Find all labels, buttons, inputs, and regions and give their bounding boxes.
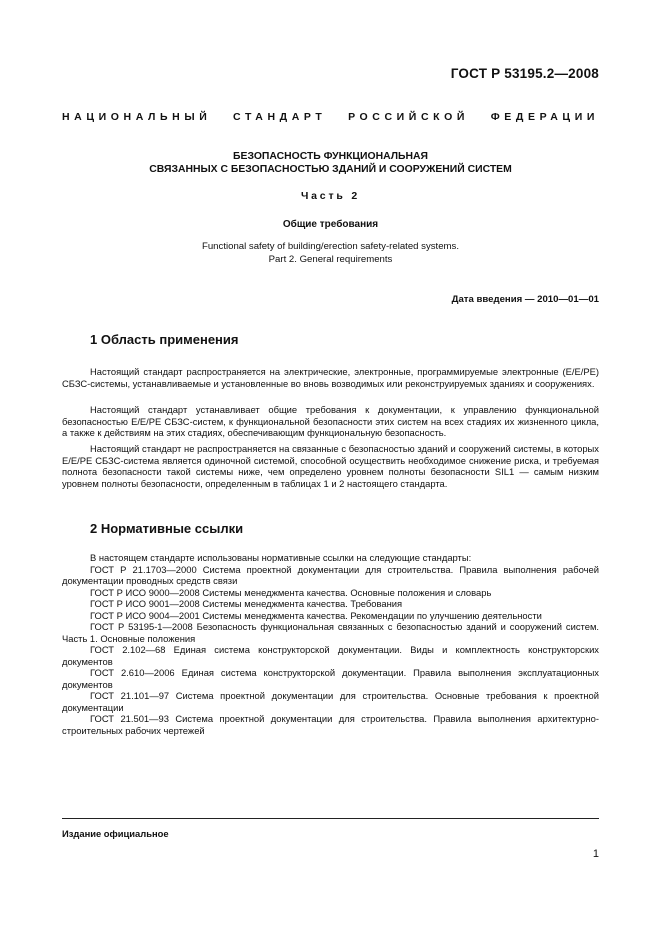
english-title-line-1: Functional safety of building/erection safety-related systems. xyxy=(201,241,460,252)
part-label: Часть 2 xyxy=(300,190,360,202)
section-1-paragraph: Настоящий стандарт устанавливает общие требования к документации, к управлению функциональной безопасностью Е/Е/РЕ СБЗС-систем, к функциональной безопасности этих систем на всех стадиях их жизненного цикла, а также к действиям на этих стадиях, обеспечивающим функциональную безопасность. xyxy=(62,404,599,439)
references-list xyxy=(62,552,599,736)
reference-item: ГОСТ Р 53195-1—2008 Безопасность функциональная связанных с безопасностью зданий и сооружений систем. Часть 1. Основные положения xyxy=(62,621,599,644)
page-number: 1 xyxy=(592,848,599,860)
edition-note: Издание официальное xyxy=(62,828,169,839)
reference-item: ГОСТ Р ИСО 9001—2008 Системы менеджмента качества. Требования xyxy=(90,598,403,609)
introduction-date: Дата введения — 2010—01—01 xyxy=(451,294,599,305)
reference-item: ГОСТ 2.102—68 Единая система конструкторской документации. Виды и комплектность конструкторских документов xyxy=(62,644,599,667)
national-standard-heading: НАЦИОНАЛЬНЫЙ СТАНДАРТ РОССИЙСКОЙ ФЕДЕРАЦИИ xyxy=(62,111,599,123)
references-intro: В настоящем стандарте использованы нормативные ссылки на следующие стандарты: xyxy=(90,552,472,563)
section-2-heading: 2 Нормативные ссылки xyxy=(90,521,244,536)
reference-item: ГОСТ Р 21.1703—2000 Система проектной документации для строительства. Правила выполнения рабочей документации проводных средств связи xyxy=(62,563,599,586)
document-number: ГОСТ Р 53195.2—2008 xyxy=(450,66,599,81)
reference-item: ГОСТ Р ИСО 9000—2008 Системы менеджмента качества. Основные положения и словарь xyxy=(90,586,492,598)
title-line-1: БЕЗОПАСНОСТЬ ФУНКЦИОНАЛЬНАЯ xyxy=(233,151,428,162)
english-title xyxy=(0,240,661,266)
title-line-2: СВЯЗАННЫХ С БЕЗОПАСНОСТЬЮ ЗДАНИЙ И СООРУЖЕНИЙ СИСТЕМ xyxy=(149,164,512,175)
english-title-line-2: Part 2. General requirements xyxy=(268,254,393,265)
reference-item: ГОСТ Р ИСО 9004—2001 Системы менеджмента качества. Рекомендации по улучшению деятельности xyxy=(90,609,542,621)
reference-item: ГОСТ 21.101—97 Система проектной документации для строительства. Основные требования к проектной документации xyxy=(62,690,599,713)
document-title xyxy=(62,150,599,176)
reference-item: ГОСТ 21.501—93 Система проектной документации для строительства. Правила выполнения архитектурно-строительных рабочих чертежей xyxy=(62,713,599,736)
footer-divider xyxy=(62,818,599,819)
part-title: Общие требования xyxy=(282,219,379,230)
reference-item: ГОСТ 2.610—2006 Единая система конструкторской документации. Правила выполнения эксплуатационных документов xyxy=(62,667,599,690)
section-1-paragraph: Настоящий стандарт не распространяется на связанные с безопасностью зданий и сооружений системы, в которых Е/Е/РЕ СБЗС-система является одиночной системой, способной осуществить необходимое снижение риска, и требуемая полнота безопасности такой системы ниже, чем определено уровнем полноты безопасности SIL1 — самым низким уровнем полноты безопасности, определенным в таблицах 1 и 2 настоящего стандарта. xyxy=(62,443,599,489)
section-1-heading: 1 Область применения xyxy=(90,332,239,347)
section-1-paragraph: Настоящий стандарт распространяется на электрические, электронные, программируемые электронные (Е/Е/РЕ) СБЗС-системы, устанавливаемые и установленные во вновь возводимых или реконструируемых зданиях и сооружениях. xyxy=(62,366,599,389)
